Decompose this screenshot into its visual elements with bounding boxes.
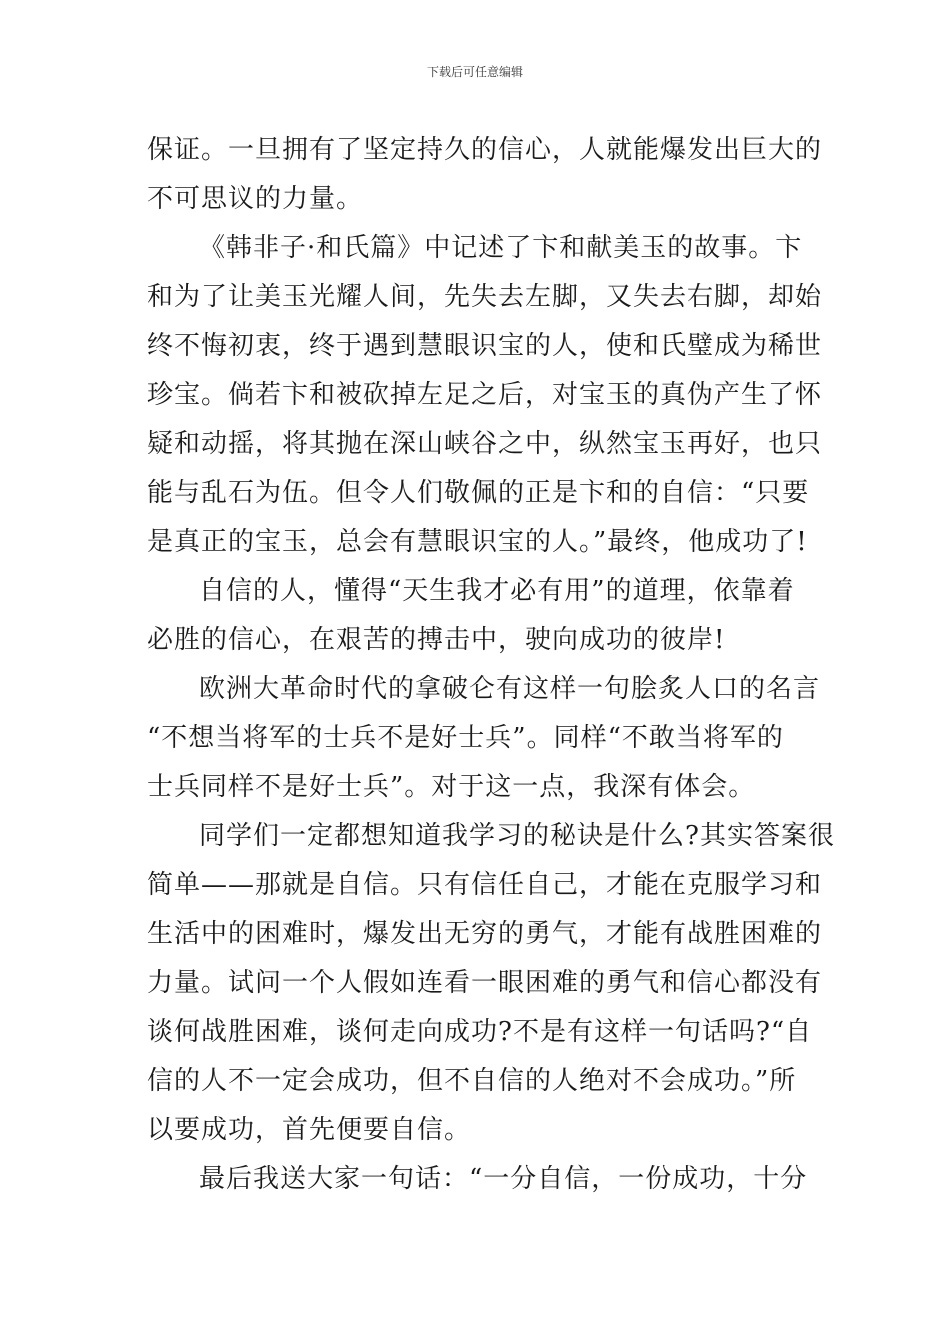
text-line: 必胜的信心，在艰苦的搏击中，驶向成功的彼岸! bbox=[147, 625, 726, 655]
text-line: 不可思议的力量。 bbox=[147, 184, 364, 214]
text-line: 珍宝。倘若卞和被砍掉左足之后，对宝玉的真伪产生了怀 bbox=[147, 380, 823, 410]
text-line: 简单——那就是自信。只有信任自己，才能在克服学习和 bbox=[147, 870, 823, 900]
text-line: 疑和动摇，将其抛在深山峡谷之中，纵然宝玉再好，也只 bbox=[147, 429, 823, 459]
text-line: 终不悔初衷，终于遇到慧眼识宝的人，使和氏璧成为稀世 bbox=[147, 331, 823, 361]
page-header: 下载后可任意编辑 bbox=[426, 65, 523, 79]
text-line: 谈何战胜困难，谈何走向成功?不是有这样一句话吗?“自 bbox=[147, 1017, 813, 1047]
text-line: 以要成功，首先便要自信。 bbox=[147, 1115, 472, 1145]
text-line: 力量。试问一个人假如连看一眼困难的勇气和信心都没有 bbox=[147, 968, 823, 998]
text-line: 《韩非子·和氏篇》中记述了卞和献美玉的故事。卞 bbox=[199, 233, 803, 263]
text-line: 同学们一定都想知道我学习的秘诀是什么?其实答案很 bbox=[199, 821, 835, 851]
document-body bbox=[147, 126, 835, 1204]
text-line: 是真正的宝玉，总会有慧眼识宝的人。”最终，他成功了! bbox=[147, 527, 808, 557]
text-line: 信的人不一定会成功，但不自信的人绝对不会成功。”所 bbox=[147, 1066, 797, 1096]
text-line: 欧洲大革命时代的拿破仑有这样一句脍炙人口的名言 bbox=[199, 674, 821, 704]
text-line: 能与乱石为伍。但令人们敬佩的正是卞和的自信：“只要 bbox=[147, 478, 810, 508]
text-line: “不想当将军的士兵不是好士兵”。同样“不敢当将军的 bbox=[147, 723, 784, 753]
text-line: 保证。一旦拥有了坚定持久的信心，人就能爆发出巨大的 bbox=[147, 135, 823, 165]
text-line: 生活中的困难时，爆发出无穷的勇气，才能有战胜困难的 bbox=[147, 919, 823, 949]
text-line: 士兵同样不是好士兵”。对于这一点，我深有体会。 bbox=[147, 772, 756, 802]
text-line: 和为了让美玉光耀人间，先失去左脚，又失去右脚，却始 bbox=[147, 282, 823, 312]
text-line: 最后我送大家一句话：“一分自信，一份成功，十分 bbox=[199, 1164, 808, 1194]
text-line: 自信的人，懂得“天生我才必有用”的道理，依靠着 bbox=[199, 576, 795, 606]
